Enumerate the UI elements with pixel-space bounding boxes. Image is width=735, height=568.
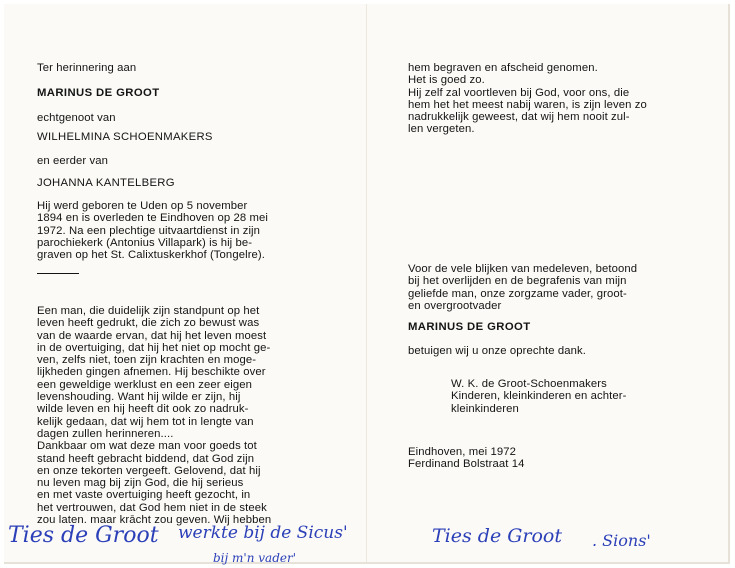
thanks-closing: betuigen wij u onze oprechte dank. — [408, 345, 586, 357]
place-date: Eindhoven, mei 1972 — [408, 446, 517, 458]
biography-text: Hij werd geboren te Uden op 5 november 1894 en is overleden te Eindhoven op 28 mei 1972. Na een plechtige uitvaartdienst in zijn parochiekerk (Antonius Villapark) is hij be- graven op het St. Calixtuskerkhof (Tongelre). — [37, 200, 269, 262]
intro-text: Ter herinnering aan — [37, 62, 137, 74]
thanks-text: Voor de vele blijken van medeleven, betoond bij het overlijden en de begrafenis van mijn geliefde man, onze zorgzame vader, groot- en overgrootvader — [408, 263, 638, 312]
address: Ferdinand Bolstraat 14 — [408, 458, 525, 470]
previous-spouse-label: en eerder van — [37, 155, 109, 167]
handwritten-note-right: . Sions' — [592, 531, 651, 550]
handwritten-note-left-2: bij m'n vader' — [213, 551, 297, 565]
thanks-name: MARINUS DE GROOT — [408, 321, 531, 333]
handwritten-annotations — [0, 510, 735, 568]
card-fold-line — [366, 4, 367, 562]
handwritten-name-left: Ties de Groot — [8, 523, 159, 548]
previous-spouse-name: JOHANNA KANTELBERG — [37, 177, 175, 189]
family-signature: W. K. de Groot-Schoenmakers Kinderen, kleinkinderen en achter- kleinkinderen — [451, 378, 627, 415]
spouse-name: WILHELMINA SCHOENMAKERS — [37, 131, 213, 143]
spouse-label: echtgenoot van — [37, 112, 116, 124]
handwritten-note-left: werkte bij de Sicus' — [178, 523, 348, 543]
deceased-name: MARINUS DE GROOT — [37, 87, 160, 99]
handwritten-name-right: Ties de Groot — [432, 525, 563, 547]
separator-line — [37, 273, 79, 274]
tribute-text: Een man, die duidelijk zijn standpunt op het leven heeft gedrukt, die zich zo bewust was van de waarde ervan, dat hij het leven moest in de overtuiging, dat hij het niet op mocht ge- ven, zelfs niet, toen zijn krachten en moge- lijkheden gingen afnemen. Hij beschikte over een geweldige werklust en een zeer eigen levenshouding. Want hij wilde er zijn, hij wilde leven en hij heeft dit ook zo nadruk- kelijk gedaan, dat wij hem tot in lengte van dagen zullen herinneren.... Dankbaar om wat deze man voor goeds tot stand heeft gebracht biddend, dat God zijn en onze tekorten vergeeft. Gelovend, dat hij nu leven mag bij zijn God, die hij serieus en met vaste overtuiging heeft gezocht, in het vertrouwen, dat God hem niet in de steek zou laten. maar krācht zou geven. Wij hebben — [37, 305, 272, 527]
continuation-text: hem begraven en afscheid genomen. Het is goed zo. Hij zelf zal voortleven bij God, voor ons, die hem het het meest nabij waren, is zijn leven zo nadrukkelijk geweest, dat wij hem nooit zul- len vergeten. — [408, 62, 647, 136]
